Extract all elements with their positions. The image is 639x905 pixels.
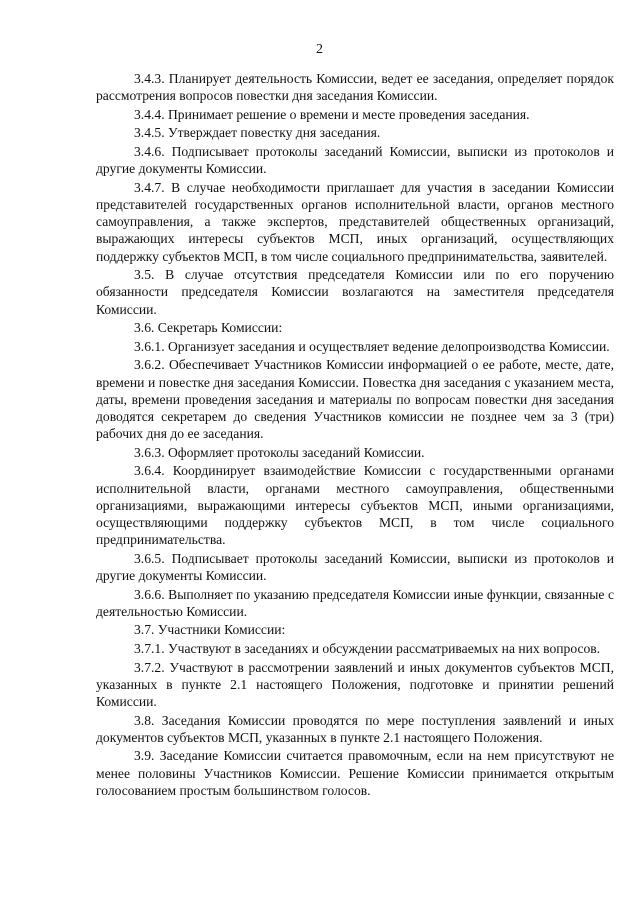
paragraph-3-5: 3.5. В случае отсутствия председателя Комиссии или по его поручению обязанности председателя Комиссии возлагаются на заместителя председателя Комиссии.: [96, 267, 614, 317]
paragraph-3-9: 3.9. Заседание Комиссии считается правомочным, если на нем присутствуют не менее половины Участников Комиссии. Решение Комиссии принимается открытым голосованием простым большинством голосов.: [96, 748, 614, 798]
paragraph-3-6-3: 3.6.3. Оформляет протоколы заседаний Комиссии.: [134, 444, 425, 460]
paragraph-3-4-4: 3.4.4. Принимает решение о времени и месте проведения заседания.: [134, 106, 530, 122]
paragraph-3-7: 3.7. Участники Комиссии:: [134, 622, 286, 638]
page-number: 2: [316, 42, 323, 57]
paragraph-3-7-1: 3.7.1. Участвуют в заседаниях и обсуждении рассматриваемых на них вопросов.: [134, 640, 601, 656]
paragraph-3-6-1: 3.6.1. Организует заседания и осуществляет ведение делопроизводства Комиссии.: [134, 338, 610, 354]
paragraph-3-4-3: 3.4.3. Планирует деятельность Комиссии, ведет ее заседания, определяет порядок рассмотрения вопросов повестки дня заседания Комиссии.: [96, 71, 614, 104]
paragraph-3-6-6: 3.6.6. Выполняет по указанию председателя Комиссии иные функции, связанные с деятельностью Комиссии.: [96, 586, 614, 619]
paragraph-3-4-5: 3.4.5. Утверждает повестку дня заседания.: [134, 125, 381, 141]
document-body: [96, 70, 614, 800]
paragraph-3-8: 3.8. Заседания Комиссии проводятся по мере поступления заявлений и иных документов субъектов МСП, указанных в пункте 2.1 настоящего Положения.: [96, 712, 614, 745]
paragraph-3-6: 3.6. Секретарь Комиссии:: [134, 320, 283, 336]
paragraph-3-7-2: 3.7.2. Участвуют в рассмотрении заявлений и иных документов субъектов МСП, указанных в пункте 2.1 настоящего Положения, подготовке и принятии решений Комиссии.: [96, 659, 614, 709]
paragraph-3-6-4: 3.6.4. Координирует взаимодействие Комиссии с государственными органами исполнительной власти, органами местного самоуправления, общественными организациями, выражающими интересы субъектов МСП, иными организациями, осуществляющими поддержку субъектов МСП, в том числе социального предпринимательства.: [96, 463, 614, 548]
paragraph-3-6-5: 3.6.5. Подписывает протоколы заседаний Комиссии, выписки из протоколов и другие документы Комиссии.: [96, 550, 614, 583]
paragraph-3-4-7: 3.4.7. В случае необходимости приглашает для участия в заседании Комиссии представителей государственных органов исполнительной власти, органов местного самоуправления, а также экспертов, представителей общественных организаций, выражающих интересы субъектов МСП, иных организаций, осуществляющих поддержку субъектов МСП, в том числе социального предпринимательства, заявителей.: [96, 179, 614, 264]
paragraph-3-4-6: 3.4.6. Подписывает протоколы заседаний Комиссии, выписки из протоколов и другие документы Комиссии.: [96, 143, 614, 177]
paragraph-3-6-2: 3.6.2. Обеспечивает Участников Комиссии информацией о ее работе, месте, дате, времени и повестке дня заседания Комиссии. Повестка дня заседания с указанием места, даты, времени проведения заседания и материалы по вопросам повестки дня заседания доводятся секретарем до сведения Участников комиссии не позднее чем за 3 (три) рабочих дня до ее заседания.: [96, 357, 614, 442]
